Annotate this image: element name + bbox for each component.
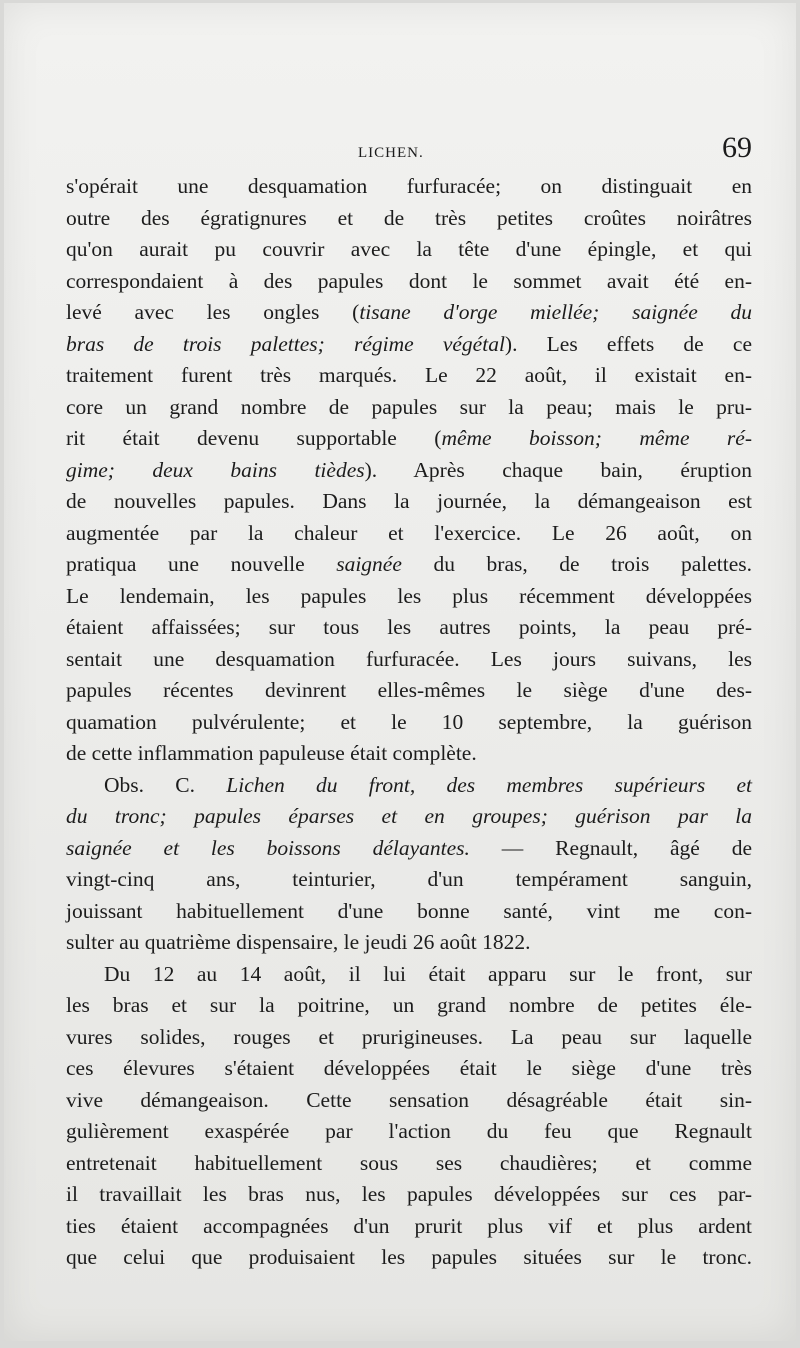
text-line [66,927,752,959]
italic-text: Lichen du front, des membres supérieurs et [226,772,753,797]
text-segment: étaient affaissées; sur tous les autres points, la peau pré- [66,615,752,639]
text-segment: du bras, de trois palettes. [401,552,752,576]
text-segment: qu'on aurait pu couvrir avec la tête d'une épingle, et qui [66,237,752,261]
text-line [66,1211,752,1243]
running-head: LICHEN. [358,145,424,161]
text-segment: — Regnault, âgé de [469,835,752,860]
text-segment: que celui que produisaient les papules situées sur le tronc. [66,1245,752,1269]
text-line [66,171,752,203]
text-segment: Du 12 au 14 août, il lui était apparu sur le front, sur [104,961,752,986]
book-page [4,3,796,1341]
text-line [66,486,752,518]
text-segment: rit était devenu supportable ( [66,426,442,450]
text-line [66,675,752,707]
italic-text: gime; deux bains tièdes [66,457,365,482]
text-segment: quamation pulvérulente; et le 10 septembre, la guérison [66,709,752,734]
text-segment: augmentée par la chaleur et l'exercice. Le 26 août, on [66,520,752,545]
text-line [66,959,752,991]
text-line [66,234,752,266]
page-header [66,131,752,167]
text-line [66,801,752,833]
text-line [66,644,752,676]
text-segment: gulièrement exaspérée par l'action du feu que Regnault [66,1119,752,1143]
text-segment: papules récentes devinrent elles-mêmes le siège d'une des- [66,678,752,702]
text-segment: Le lendemain, les papules les plus récemment développées [66,583,752,608]
italic-text: bras de trois palettes; régime végétal [66,331,505,356]
text-segment: traitement furent très marqués. Le 22 août, il existait en- [66,363,752,387]
text-segment: jouissant habituellement d'une bonne santé, vint me con- [66,898,752,923]
text-segment: pratiqua une nouvelle [66,552,337,576]
text-segment: levé avec les ongles ( [66,300,360,324]
italic-text: tisane d'orge miellée; saignée du [359,300,752,324]
text-line [66,297,752,329]
text-line [66,990,752,1022]
text-line [66,1148,752,1180]
page-number: 69 [722,131,752,164]
text-line [66,770,752,802]
text-line [66,707,752,739]
text-segment: ). Les effets de ce [504,331,752,356]
text-line [66,455,752,487]
italic-text: du tronc; papules éparses et en groupes; guérison par la [66,804,752,828]
text-segment: vive démangeaison. Cette sensation désagréable était sin- [66,1087,752,1112]
text-segment: Obs. C. [104,772,227,797]
text-segment: ). Après chaque bain, éruption [364,457,752,482]
text-segment: les bras et sur la poitrine, un grand nombre de petites éle- [66,993,752,1017]
text-segment: vures solides, rouges et prurigineuses. La peau sur laquelle [66,1024,752,1049]
text-line [66,329,752,361]
text-segment: vingt-cinq ans, teinturier, d'un tempérament sanguin, [66,867,752,891]
text-line [66,1022,752,1054]
text-segment: entretenait habituellement sous ses chaudières; et comme [66,1150,752,1175]
text-line [66,1085,752,1117]
text-line [66,864,752,896]
text-line [66,896,752,928]
text-segment: outre des égratignures et de très petites croûtes noirâtres [66,205,752,230]
text-line [66,392,752,424]
text-line [66,549,752,581]
text-line [66,423,752,455]
text-line [66,1179,752,1211]
text-line [66,738,752,770]
body-text [66,171,752,1274]
text-segment: correspondaient à des papules dont le sommet avait été en- [66,268,752,293]
text-segment: ties étaient accompagnées d'un prurit plus vif et plus ardent [66,1213,752,1238]
text-segment: sentait une desquamation furfuracée. Les jours suivans, les [66,646,752,671]
italic-text: saignée [336,552,402,576]
text-line [66,203,752,235]
text-line [66,833,752,865]
text-line [66,360,752,392]
text-segment: core un grand nombre de papules sur la peau; mais le pru- [66,394,752,419]
text-line [66,1242,752,1274]
italic-text: saignée et les boissons délayantes. [66,835,470,860]
text-line [66,518,752,550]
text-segment: s'opérait une desquamation furfuracée; on distinguait en [66,174,752,198]
text-line [66,612,752,644]
text-line [66,266,752,298]
text-segment: de nouvelles papules. Dans la journée, la démangeaison est [66,489,752,513]
text-line [66,1053,752,1085]
text-line [66,1116,752,1148]
italic-text: même boisson; même ré- [441,426,752,450]
text-segment: de cette inflammation papuleuse était complète. [66,741,477,765]
text-line [66,581,752,613]
text-segment: il travaillait les bras nus, les papules développées sur ces par- [66,1182,752,1206]
text-segment: ces élevures s'étaient développées était le siège d'une très [66,1056,752,1080]
text-segment: sulter au quatrième dispensaire, le jeudi 26 août 1822. [66,930,531,954]
